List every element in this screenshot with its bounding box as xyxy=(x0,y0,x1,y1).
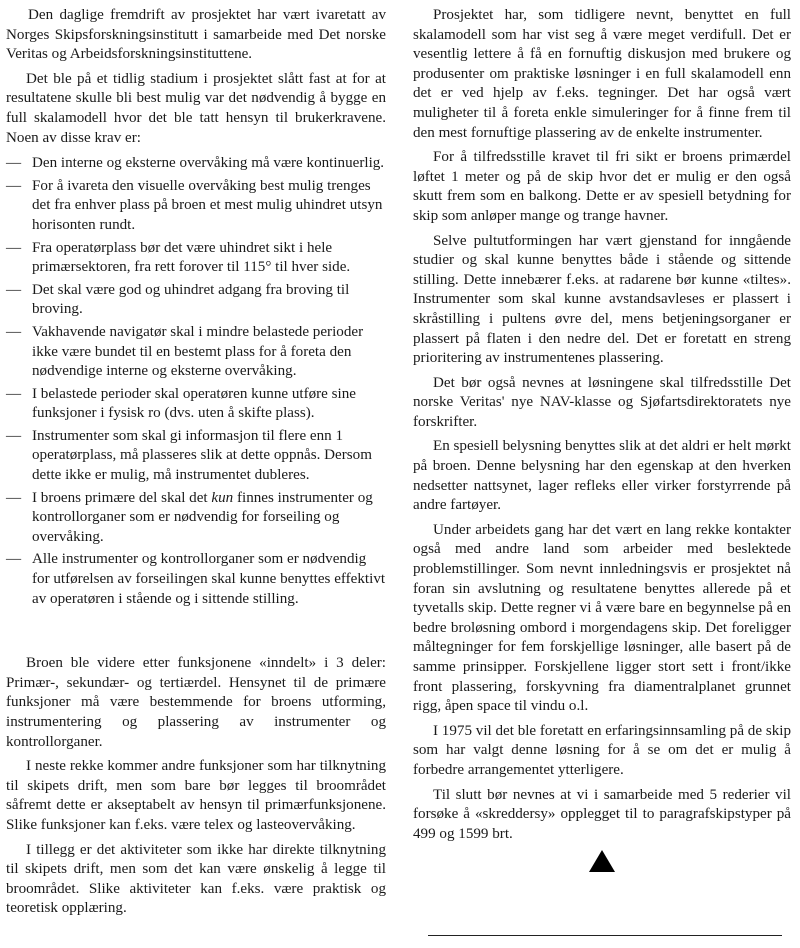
left-column xyxy=(6,6,386,924)
requirements-list xyxy=(6,154,386,609)
body-paragraph: Selve pultutformingen har vært gjenstand for inngående studier og skal kunne benyttes både i stående og sittende stilling. Dette innebærer f.eks. at radarene bør kunne «tiltes». Instrumenter som skal kunne avstandsavleses er plassert i skråstilling i pultens øvre del, mens betjeningsorganer er plassert på flaten i den nedre del. Det er foretatt en streng prioritering av instrumentenes plassering. xyxy=(413,232,791,367)
list-item xyxy=(6,323,386,382)
requirement-text: Det skal være god og uhindret adgang fra broving til broving. xyxy=(32,281,350,318)
dash-bullet: — xyxy=(6,385,22,402)
body-paragraph: En spesiell belysning benyttes slik at det aldri er helt mørkt på broen. Denne belysning har den egenskap at den hverken nedsetter nattsynet, lager refleks eller virker forstyrrende på andre fartøyer. xyxy=(413,438,791,514)
requirement-text: Vakhavende navigatør skal i mindre belastede perioder ikke være bundet til en bestemt plass for å foreta den nødvendige interne og eksterne overvåking. xyxy=(32,323,364,380)
requirement-text: For å ivareta den visuelle overvåking best mulig trenges det fra enhver plass på broen et mest mulig uhindret utsyn horisonten rundt. xyxy=(32,177,383,233)
intro-paragraph: Det ble på et tidlig stadium i prosjektet slått fast at for at resultatene skulle bli best mulig var det nødvendig å bygge en full skalamodell hvor det ble tatt hensyn til brukerkravene. Noen av disse krav er: xyxy=(6,70,386,146)
body-paragraph: For å tilfredsstille kravet til fri sikt er broens primærdel løftet 1 meter og på de skip hvor det er mulig er den også skutt frem som en balkong. Dette er av spesiell betydning for skip som anløper mange og trange havner. xyxy=(413,149,791,224)
requirement-text: Alle instrumenter og kontrollorganer som er nødvendig for utførelsen av forseilingen skal kunne benyttes effektivt av operatøren i stående og i sittende stilling. xyxy=(32,551,386,607)
dash-bullet: — xyxy=(6,155,22,172)
dash-bullet: — xyxy=(6,551,22,568)
list-item xyxy=(6,177,386,236)
dash-bullet: — xyxy=(6,239,22,256)
body-paragraph: Prosjektet har, som tidligere nevnt, benyttet en full skalamodell som har vist seg å være meget verdifull. Det er vesentlig lettere å få en fornuftig diskusjon med brukere og produsenter om praktiske løsninger i en full skalamodell enn det er ved hjelp av f.eks. tegninger. Det har også vært muligheter til å foreta enkle simuleringer for å finne frem til den mest fornuftige plassering av de enkelte instrumenter. xyxy=(413,7,791,141)
body-paragraph: Det bør også nevnes at løsningene skal tilfredsstille Det norske Veritas' nye NAV-klasse og Sjøfartsdirektoratets nye forskrifter. xyxy=(413,374,791,430)
intro-paragraph: Den daglige fremdrift av prosjektet har vært ivaretatt av Norges Skipsforskningsinstitutt i samarbeide med Det norske Veritas og Arbeidsforskningsinstituttene. xyxy=(6,7,386,63)
body-paragraph: I neste rekke kommer andre funksjoner som har tilknytning til skipets drift, men som bare bør legges til broområdet såfremt dette er akseptabelt av hensyn til primærfunksjonene. Slike funksjoner kan f.eks. være telex og lasteovervåking. xyxy=(6,758,386,833)
body-paragraph: I 1975 vil det ble foretatt en erfaringsinnsamling på de skip som har valgt denne løsning for å se om det er mulig å forbedre arrangementet ytterligere. xyxy=(413,722,791,778)
requirement-text: I belastede perioder skal operatøren kunne utføre sine funksjoner i fysisk ro (dvs. uten å skifte plass). xyxy=(32,385,356,422)
body-paragraph: Til slutt bør nevnes at vi i samarbeide med 5 rederier vil forsøke å «skreddersy» opplegget til to paragrafskipstyper på 499 og 1599 brt. xyxy=(413,786,791,842)
list-item xyxy=(6,489,386,548)
body-paragraph: Under arbeidets gang har det vært en lang rekke kontakter også med andre land som arbeider med beslektede problemstillinger. Som nevnt innledningsvis er prosjektet nå foran sin avslutning og resultatene benyttes allerede på et tyvetalls skip. Dette regner vi å være bare en begynnelse på en bedre broløsning ombord i morgendagens skip. Det foreligger måltegninger for fem forskjellige løsninger, alle basert på de samme prinsipper. Forskjellene ligger stort sett i front/ikke front plassering, forskyvning fra diamentralplanet grunnet rigg, åpen space til vindu o.l. xyxy=(413,521,791,715)
requirement-text: Fra operatørplass bør det være uhindret sikt i hele primærsektoren, fra rett forover til 115° til hver side. xyxy=(32,239,351,276)
dash-bullet: — xyxy=(6,281,22,298)
requirement-text-after: finnes instrumenter og kontrollorganer som er nødvendig for forseiling og overvåking. xyxy=(32,489,373,545)
dash-bullet: — xyxy=(6,489,22,506)
list-item xyxy=(6,550,386,609)
list-item xyxy=(6,281,386,320)
requirement-text: Instrumenter som skal gi informasjon til flere enn 1 operatørplass, må plasseres slik at dette oppnås. Dersom dette ikke er mulig, må instrumentet dubleres. xyxy=(32,427,372,484)
list-item xyxy=(6,154,386,174)
list-item xyxy=(6,239,386,278)
dash-bullet: — xyxy=(6,177,22,194)
body-paragraph: I tillegg er det aktiviteter som ikke har direkte tilknytning til skipets drift, men som det kan være ønskelig å legge til broområdet. Slike aktiviteter kan f.eks. være praktisk og teoretisk opplæring. xyxy=(6,841,386,917)
black-triangle-icon xyxy=(588,849,616,873)
requirement-text-before: I broens primære del skal det xyxy=(32,489,212,506)
list-item xyxy=(6,427,386,486)
requirement-text: Den interne og eksterne overvåking må være kontinuerlig. xyxy=(32,155,385,172)
end-rule-divider xyxy=(428,935,782,936)
dash-bullet: — xyxy=(6,427,22,444)
column-spacer xyxy=(6,612,386,654)
right-column xyxy=(413,6,791,873)
list-item xyxy=(6,385,386,424)
requirement-emphasis: kun xyxy=(211,489,234,506)
dash-bullet: — xyxy=(6,323,22,340)
body-paragraph: Broen ble videre etter funksjonene «inndelt» i 3 deler: Primær-, sekundær- og tertiærdel. Hensynet til de primære funksjoner må være bestemmende for broens utforming, instrumentering og plassering av instrumenter og kontrollorganer. xyxy=(6,655,386,750)
